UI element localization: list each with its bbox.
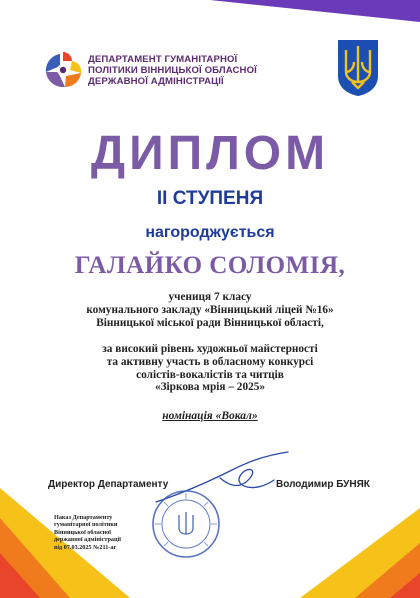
diploma-title: ДИПЛОМ: [90, 127, 330, 180]
nomination: номінація «Вокал»: [162, 410, 258, 422]
order-line: гуманітарної політики: [54, 521, 118, 529]
reason-line: «Зіркова мрія – 2025»: [154, 381, 266, 394]
reason-line: за високий рівень художньої майстерності: [102, 343, 318, 355]
corner-decoration-top: [210, 0, 420, 22]
reason-line: солістів-вокалістів та читців: [136, 368, 284, 381]
director-label: Директор Департаменту: [48, 479, 169, 490]
department-logo-icon: [40, 48, 86, 94]
order-line: Наказ Департаменту: [54, 514, 113, 521]
order-reference: [54, 514, 121, 551]
department-name-line: ПОЛІТИКИ ВІННИЦЬКОЇ ОБЛАСНОЇ: [88, 65, 257, 76]
info-line: Вінницької міської ради Вінницької області,: [96, 316, 324, 329]
department-name-line: ДЕПАРТАМЕНТ ГУМАНІТАРНОЇ: [88, 54, 238, 65]
order-line: Вінницької обласної: [54, 528, 111, 536]
official-stamp-icon: [150, 488, 222, 560]
diploma-degree: ІІ СТУПЕНЯ: [156, 188, 264, 209]
order-line: державної адміністрації: [54, 536, 122, 544]
ukraine-coat-of-arms-icon: [336, 38, 380, 98]
reason-line: та активну участь в обласному конкурсі: [106, 355, 314, 368]
award-reason: [0, 343, 420, 394]
info-line: учениця 7 класу: [168, 291, 252, 303]
recipient-name-comma: ,: [338, 252, 346, 279]
director-name: Володимир БУНЯК: [276, 479, 370, 490]
recipient-name-text: ГАЛАЙКО СОЛОМІЯ: [74, 252, 339, 279]
department-name: [88, 54, 257, 87]
awarded-text: нагороджується: [145, 224, 275, 241]
department-name-line: ДЕРЖАВНОЇ АДМІНІСТРАЦІЇ: [88, 76, 224, 87]
info-line: комунального закладу «Вінницький ліцей №16»: [86, 303, 334, 316]
recipient-info: [0, 291, 420, 329]
order-line: від 07.03.2025 №211-аг: [54, 543, 117, 551]
recipient-name: [0, 252, 420, 280]
